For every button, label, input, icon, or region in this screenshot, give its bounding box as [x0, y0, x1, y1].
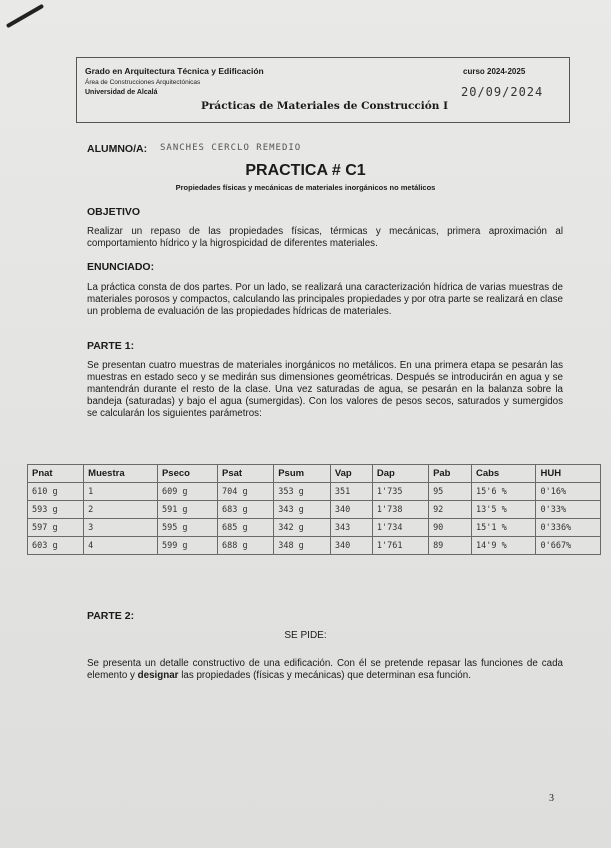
table-cell: 603 g [28, 537, 84, 555]
table-cell: 0'336% [536, 519, 601, 537]
table-cell: 92 [429, 501, 472, 519]
col-header: Muestra [84, 465, 158, 483]
parte1-text: Se presentan cuatro muestras de materiales inorgánicos no metálicos. En una primera etapa se pesarán las muestras en estado seco y se medirán sus dimensiones geométricas. Después se introducirán en agua y se mantendrán durante el resto de la clase. Una vez saturadas de agua, se pesarán en la balanza sobre la bandeja (saturadas) y bajo el agua (sumergidas). Con los valores de pesos secos, saturados y sumergidos se calcularán los siguientes parámetros: [87, 360, 563, 419]
col-header: HUH [536, 465, 601, 483]
table-cell: 15'6 % [471, 483, 535, 501]
table-cell: 1'735 [372, 483, 428, 501]
table-cell: 351 [330, 483, 372, 501]
objetivo-heading: OBJETIVO [87, 206, 141, 218]
header-box [76, 57, 570, 123]
table-cell: 704 g [218, 483, 274, 501]
table-cell: 688 g [218, 537, 274, 555]
col-header: Psat [218, 465, 274, 483]
student-label: ALUMNO/A: [87, 143, 148, 155]
table-row [28, 537, 601, 555]
col-header: Vap [330, 465, 372, 483]
table-cell: 340 [330, 537, 372, 555]
table-cell: 593 g [28, 501, 84, 519]
table-cell: 2 [84, 501, 158, 519]
table-cell: 340 [330, 501, 372, 519]
table-cell: 343 [330, 519, 372, 537]
col-header: Pab [429, 465, 472, 483]
table-cell: 14'9 % [471, 537, 535, 555]
table-row [28, 501, 601, 519]
degree-name: Grado en Arquitectura Técnica y Edificación [85, 66, 264, 76]
student-name: SANCHES CERCLO REMEDIO [160, 143, 302, 153]
practice-title: PRACTICA # C1 [245, 162, 366, 179]
parte2-text-after: las propiedades (físicas y mecánicas) que determinan esa función. [178, 670, 471, 681]
table-cell: 1'738 [372, 501, 428, 519]
table-cell: 90 [429, 519, 472, 537]
table-cell: 609 g [157, 483, 217, 501]
table-cell: 0'667% [536, 537, 601, 555]
page-number: 3 [549, 793, 554, 804]
table-cell: 0'33% [536, 501, 601, 519]
table-cell: 353 g [274, 483, 331, 501]
table-cell: 595 g [157, 519, 217, 537]
col-header: Pseco [157, 465, 217, 483]
table-cell: 597 g [28, 519, 84, 537]
table-cell: 348 g [274, 537, 331, 555]
table-cell: 4 [84, 537, 158, 555]
parte1-heading: PARTE 1: [87, 340, 135, 352]
enunciado-text: La práctica consta de dos partes. Por un lado, se realizará una caracterización hídrica de varias muestras de materiales porosos y compactos, calculando las principales propiedades y por otra parte se realizará en clase un problema de evaluación de las propiedades hídricas de materiales. [87, 282, 563, 317]
table-cell: 610 g [28, 483, 84, 501]
table-cell: 1'734 [372, 519, 428, 537]
table-cell: 683 g [218, 501, 274, 519]
table-cell: 89 [429, 537, 472, 555]
table-cell: 3 [84, 519, 158, 537]
col-header: Dap [372, 465, 428, 483]
table-cell: 1 [84, 483, 158, 501]
pen-mark [6, 4, 44, 28]
practice-subtitle: Propiedades físicas y mecánicas de materiales inorgánicos no metálicos [175, 183, 436, 192]
subject-title: Prácticas de Materiales de Construcción I [201, 100, 449, 112]
table-cell: 95 [429, 483, 472, 501]
se-pide-label: SE PIDE: [284, 630, 327, 641]
enunciado-heading: ENUNCIADO: [87, 261, 155, 273]
handwritten-date: 20/09/2024 [461, 85, 544, 99]
table-row [28, 519, 601, 537]
col-header: Psum [274, 465, 331, 483]
table-cell: 342 g [274, 519, 331, 537]
area-name: Área de Construcciones Arquitectónicas [85, 79, 201, 86]
table-header-row [28, 465, 601, 483]
col-header: Pnat [28, 465, 84, 483]
table-cell: 591 g [157, 501, 217, 519]
table-cell: 685 g [218, 519, 274, 537]
table-cell: 0'16% [536, 483, 601, 501]
parte2-text [87, 658, 563, 682]
university-name: Universidad de Alcalá [85, 89, 158, 96]
table-row [28, 483, 601, 501]
col-header: Cabs [471, 465, 535, 483]
results-table [27, 464, 601, 555]
table-cell: 13'5 % [471, 501, 535, 519]
table-cell: 15'1 % [471, 519, 535, 537]
table-cell: 343 g [274, 501, 331, 519]
parte2-text-before: Se presenta un detalle constructivo de una edificación. Con él se pretende repasar las funciones de cada elemento y [87, 658, 563, 681]
course-year: curso 2024-2025 [463, 67, 526, 76]
parte2-heading: PARTE 2: [87, 610, 135, 622]
objetivo-text: Realizar un repaso de las propiedades físicas, térmicas y mecánicas, primera aproximación al comportamiento hídrico y la higrospicidad de diferentes materiales. [87, 226, 563, 249]
table-cell: 1'761 [372, 537, 428, 555]
table-cell: 599 g [157, 537, 217, 555]
parte2-keyword: designar [137, 670, 179, 681]
